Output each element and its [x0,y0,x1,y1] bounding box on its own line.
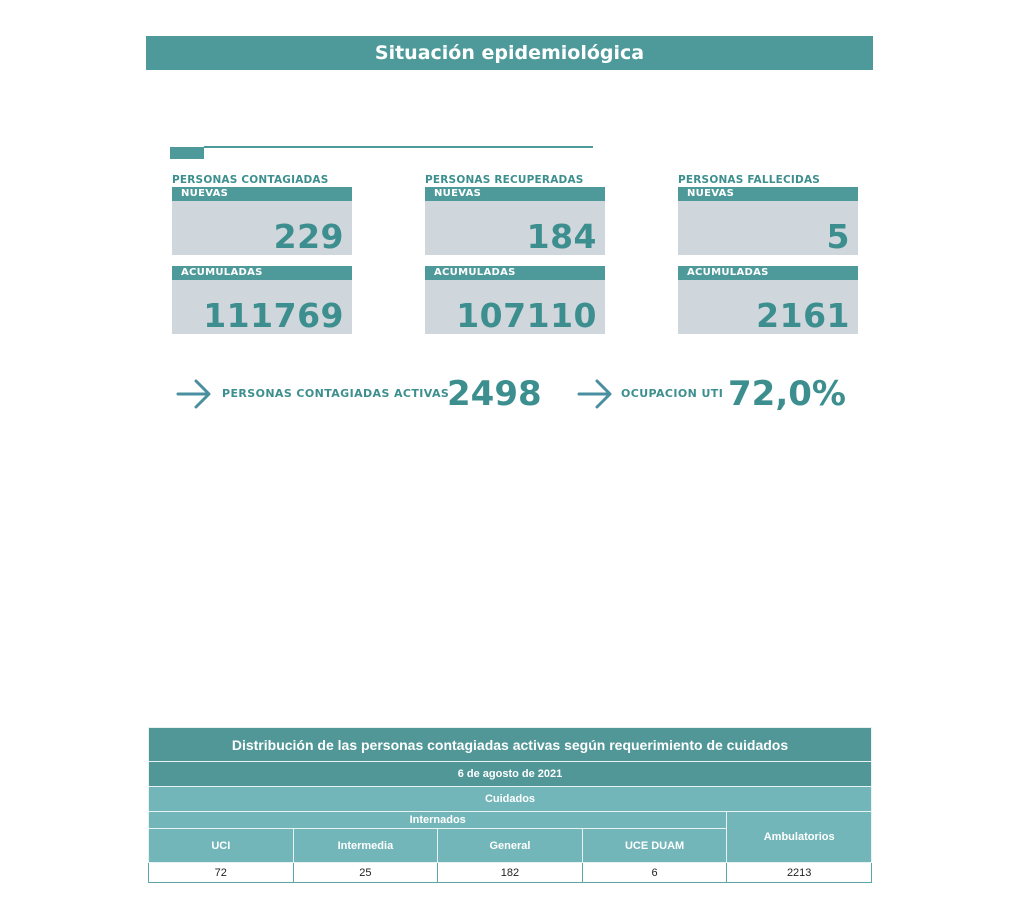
arrow-right-icon [577,378,613,410]
section-accent-bar [170,147,204,159]
table-col-uci: UCI [149,829,294,863]
table-title: Distribución de las personas contagiadas activas según requerimiento de cuidados [149,728,872,762]
table-value-uci: 72 [149,863,294,883]
activas-label: PERSONAS CONTAGIADAS ACTIVAS [222,387,450,400]
uti-label: OCUPACION UTI [621,387,724,400]
acumuladas-value: 2161 [756,295,850,335]
acumuladas-label: ACUMULADAS [425,266,605,280]
table-value-uce-duam: 6 [582,863,727,883]
table-value-general: 182 [438,863,583,883]
distribution-table [148,727,872,883]
stat-group-recuperadas [425,174,605,334]
table-col-general: General [438,829,583,863]
stat-group-contagiadas [172,174,352,334]
table-cuidados-header: Cuidados [149,787,872,812]
acumuladas-label: ACUMULADAS [678,266,858,280]
stat-title: PERSONAS RECUPERADAS [425,174,584,186]
stat-group-fallecidas [678,174,858,334]
acumuladas-box [172,280,352,334]
nuevas-value: 184 [526,216,597,256]
table-ambulatorios-header: Ambulatorios [727,812,872,863]
acumuladas-label: ACUMULADAS [172,266,352,280]
nuevas-label: NUEVAS [425,187,605,201]
nuevas-label: NUEVAS [678,187,858,201]
nuevas-value: 229 [273,216,344,256]
table-value-intermedia: 25 [293,863,438,883]
nuevas-box [172,201,352,255]
nuevas-label: NUEVAS [172,187,352,201]
table-date: 6 de agosto de 2021 [149,762,872,787]
table-internados-header: Internados [149,812,727,829]
section-divider [204,146,593,148]
table-col-intermedia: Intermedia [293,829,438,863]
table-row [149,863,872,883]
table-value-ambulatorios: 2213 [727,863,872,883]
acumuladas-box [678,280,858,334]
uti-value: 72,0% [728,374,846,414]
acumuladas-value: 107110 [456,295,597,335]
acumuladas-box [425,280,605,334]
arrow-right-icon [176,378,212,410]
nuevas-value: 5 [826,216,850,256]
page-title: Situación epidemiológica [146,36,873,70]
nuevas-box [425,201,605,255]
activas-value: 2498 [447,374,542,414]
table-col-uce-duam: UCE DUAM [582,829,727,863]
acumuladas-value: 111769 [203,295,344,335]
stat-title: PERSONAS CONTAGIADAS [172,174,329,186]
nuevas-box [678,201,858,255]
stat-title: PERSONAS FALLECIDAS [678,174,821,186]
